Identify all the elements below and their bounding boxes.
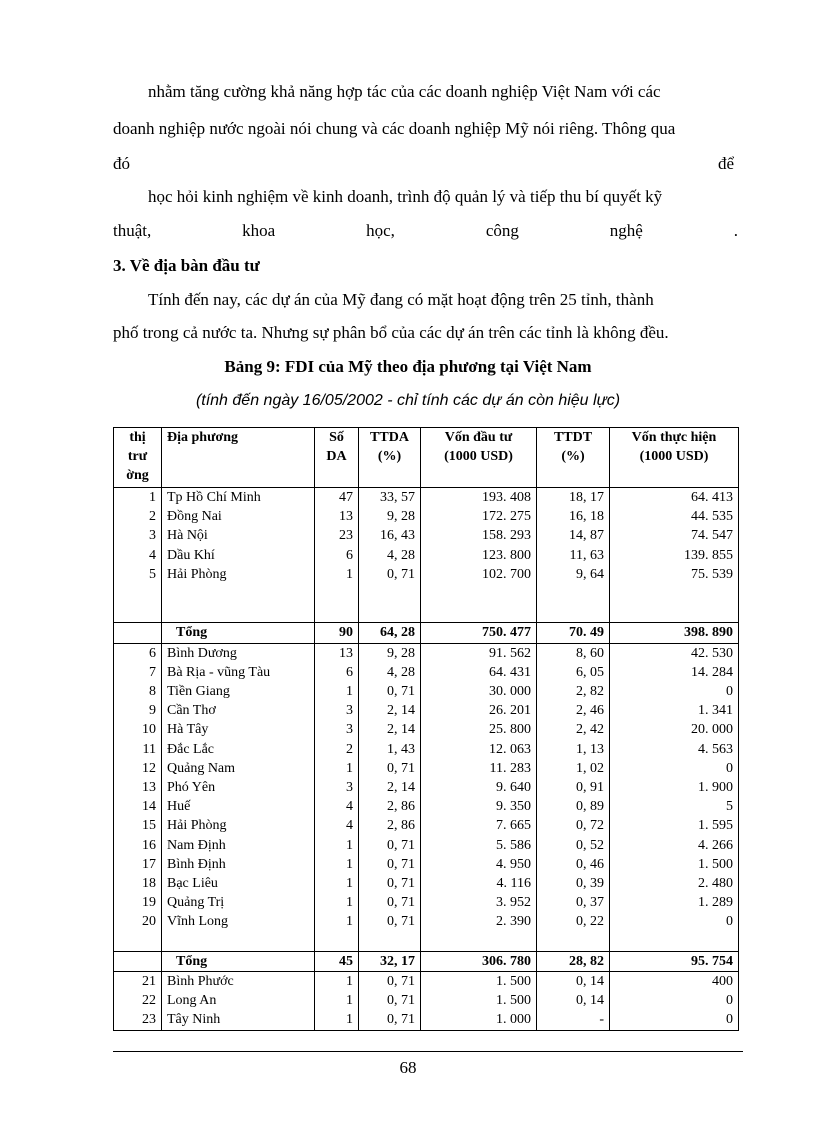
table-row (114, 874, 739, 893)
table-cell: 42. 530 (610, 643, 739, 663)
table-cell: 1. 000 (421, 1010, 537, 1030)
table-cell: 13 (114, 778, 162, 797)
table-cell: 2. 390 (421, 912, 537, 931)
table-cell: 9 (114, 701, 162, 720)
table-row (114, 991, 739, 1010)
table-cell: 0 (610, 682, 739, 701)
table-cell (114, 623, 162, 643)
table-cell: 6, 05 (537, 663, 610, 682)
header-rank: thị trư ờng (114, 428, 162, 488)
table-cell: 1. 500 (610, 855, 739, 874)
table-cell: 18, 17 (537, 488, 610, 508)
table-cell: 64. 413 (610, 488, 739, 508)
page-number: 68 (399, 1058, 417, 1077)
table-cell: Huế (162, 797, 315, 816)
table-cell: 32, 17 (359, 951, 421, 971)
table-cell: Cần Thơ (162, 701, 315, 720)
table-cell: 1, 13 (537, 740, 610, 759)
paragraph2-line1: Tính đến nay, các dự án của Mỹ đang có mặt hoạt động trên 25 tỉnh, thành (148, 290, 654, 309)
table-cell: 2, 14 (359, 778, 421, 797)
table-cell: 0, 71 (359, 836, 421, 855)
table-cell: Quảng Trị (162, 893, 315, 912)
paragraph1-line3-start: đó (113, 154, 130, 173)
table-cell: 750. 477 (421, 623, 537, 643)
paragraph1-line4: học hỏi kinh nghiệm về kinh doanh, trình độ quản lý và tiếp thu bí quyết kỹ (148, 187, 663, 206)
table-cell: 64. 431 (421, 663, 537, 682)
footer-rule (113, 1051, 743, 1052)
table-cell: 139. 855 (610, 546, 739, 565)
table-cell: Dầu Khí (162, 546, 315, 565)
table-cell: 1 (315, 874, 359, 893)
paragraph2-line2: phố trong cả nước ta. Nhưng sự phân bổ của các dự án trên các tỉnh là không đều. (113, 323, 669, 342)
table-cell: 28, 82 (537, 951, 610, 971)
table-cell: 16 (114, 836, 162, 855)
table-cell: 2. 480 (610, 874, 739, 893)
table-cell: 18 (114, 874, 162, 893)
word: khoa (242, 221, 276, 240)
table-cell: 1. 900 (610, 778, 739, 797)
table-cell: 5 (114, 565, 162, 584)
table-cell: 5. 586 (421, 836, 537, 855)
table-row (114, 912, 739, 931)
table-cell: 4 (315, 816, 359, 835)
table-cell: 102. 700 (421, 565, 537, 584)
table-cell: 33, 57 (359, 488, 421, 508)
table-cell: 0 (610, 991, 739, 1010)
table-cell: 64, 28 (359, 623, 421, 643)
table-cell: Quảng Nam (162, 759, 315, 778)
table-cell: 3 (315, 701, 359, 720)
table-cell: 1 (315, 682, 359, 701)
table-cell: 2 (315, 740, 359, 759)
table-cell: Tp Hồ Chí Minh (162, 488, 315, 508)
table-cell: 0 (610, 759, 739, 778)
table-row (114, 507, 739, 526)
table-cell: 0, 91 (537, 778, 610, 797)
table-cell: 20 (114, 912, 162, 931)
table-cell: 0, 46 (537, 855, 610, 874)
table-spacer-row (114, 603, 739, 623)
table-cell: Tổng (162, 951, 315, 971)
table-cell: 2, 42 (537, 720, 610, 739)
header-ttdt: TTDT (%) (537, 428, 610, 488)
table-cell: 30. 000 (421, 682, 537, 701)
table-cell: 14 (114, 797, 162, 816)
table-cell: 20. 000 (610, 720, 739, 739)
table-cell: 123. 800 (421, 546, 537, 565)
table-row (114, 855, 739, 874)
table-cell: 4. 563 (610, 740, 739, 759)
table-cell: 44. 535 (610, 507, 739, 526)
table-cell: 0, 52 (537, 836, 610, 855)
table-cell: 0, 71 (359, 1010, 421, 1030)
table-cell: 4 (315, 797, 359, 816)
table-row (114, 663, 739, 682)
table-cell: 0, 22 (537, 912, 610, 931)
table-cell: 91. 562 (421, 643, 537, 663)
table-row (114, 893, 739, 912)
table-cell: Đắc Lắc (162, 740, 315, 759)
table-cell: 0 (610, 912, 739, 931)
table-row (114, 526, 739, 545)
table-cell: 23 (114, 1010, 162, 1030)
table-cell: 1 (315, 972, 359, 992)
paragraph1-line2: doanh nghiệp nước ngoài nói chung và các doanh nghiệp Mỹ nói riêng. Thông qua (113, 119, 676, 138)
table-cell: 12 (114, 759, 162, 778)
table-cell: 7 (114, 663, 162, 682)
table-header-row (114, 428, 739, 488)
table-cell: 2, 86 (359, 797, 421, 816)
table-cell: Hải Phòng (162, 565, 315, 584)
table-cell: 4. 116 (421, 874, 537, 893)
table-cell: 45 (315, 951, 359, 971)
table-cell: 11 (114, 740, 162, 759)
table-cell: 0, 37 (537, 893, 610, 912)
header-locality: Địa phương (162, 428, 315, 488)
paragraph1-line1: nhằm tăng cường khả năng hợp tác của các doanh nghiệp Việt Nam với các (148, 82, 661, 101)
table-row (114, 1010, 739, 1030)
table-cell: 95. 754 (610, 951, 739, 971)
table-cell: 0, 14 (537, 991, 610, 1010)
table-row (114, 701, 739, 720)
table-cell: 3. 952 (421, 893, 537, 912)
table-cell: 7. 665 (421, 816, 537, 835)
table-cell: 25. 800 (421, 720, 537, 739)
table-row (114, 972, 739, 992)
table-cell: 4, 28 (359, 663, 421, 682)
table-cell: 16, 43 (359, 526, 421, 545)
table-cell: Hà Tây (162, 720, 315, 739)
table-cell: 2, 14 (359, 701, 421, 720)
table-cell: 13 (315, 507, 359, 526)
paragraph1-line5 (113, 221, 738, 241)
table-cell: 0, 71 (359, 874, 421, 893)
table-cell: 172. 275 (421, 507, 537, 526)
table-cell: 17 (114, 855, 162, 874)
table-cell: 1 (315, 1010, 359, 1030)
header-implemented: Vốn thực hiện (1000 USD) (610, 428, 739, 488)
table-cell: 9. 350 (421, 797, 537, 816)
table-cell (114, 951, 162, 971)
table-cell: Hà Nội (162, 526, 315, 545)
table-cell: 6 (114, 643, 162, 663)
table-cell: 11. 283 (421, 759, 537, 778)
table-cell: 0, 89 (537, 797, 610, 816)
table-cell: 2, 46 (537, 701, 610, 720)
header-ttda: TTDA (%) (359, 428, 421, 488)
word: công (485, 221, 519, 240)
table-cell: 400 (610, 972, 739, 992)
header-capital: Vốn đầu tư (1000 USD) (421, 428, 537, 488)
table-cell: 75. 539 (610, 565, 739, 584)
table-cell: 5 (610, 797, 739, 816)
table-row (114, 720, 739, 739)
table-cell: 306. 780 (421, 951, 537, 971)
table-cell: 8 (114, 682, 162, 701)
table-cell: 74. 547 (610, 526, 739, 545)
table-cell: 9, 28 (359, 643, 421, 663)
table-cell: 4. 950 (421, 855, 537, 874)
table-cell: 4 (114, 546, 162, 565)
table-spacer-row (114, 932, 739, 952)
table-cell: 0, 39 (537, 874, 610, 893)
table-cell: Bạc Liêu (162, 874, 315, 893)
table-cell: - (537, 1010, 610, 1030)
word: thuật, (113, 221, 152, 240)
table-cell: 14, 87 (537, 526, 610, 545)
table-cell: 0, 14 (537, 972, 610, 992)
table-cell: 9. 640 (421, 778, 537, 797)
table-cell: 21 (114, 972, 162, 992)
table-body (114, 488, 739, 1031)
table-cell: 158. 293 (421, 526, 537, 545)
paragraph1-line3-end: để (718, 154, 735, 173)
table-cell: 1. 289 (610, 893, 739, 912)
table-cell: 19 (114, 893, 162, 912)
table-cell: 1 (315, 759, 359, 778)
table-cell: 0, 72 (537, 816, 610, 835)
table-cell: 26. 201 (421, 701, 537, 720)
table-cell: 0, 71 (359, 972, 421, 992)
table-cell: 1 (114, 488, 162, 508)
table-cell: 6 (315, 663, 359, 682)
table-row (114, 643, 739, 663)
table-total-row (114, 623, 739, 643)
table-cell: Bình Phước (162, 972, 315, 992)
table-cell: 0, 71 (359, 893, 421, 912)
table-cell: 4. 266 (610, 836, 739, 855)
table-cell: 13 (315, 643, 359, 663)
table-cell: 70. 49 (537, 623, 610, 643)
table-cell: 0 (610, 1010, 739, 1030)
table-cell: 1, 02 (537, 759, 610, 778)
table-cell: 1. 595 (610, 816, 739, 835)
table-title: Bảng 9: FDI của Mỹ theo địa phương tại Việt Nam (224, 357, 592, 376)
table-cell: 193. 408 (421, 488, 537, 508)
table-cell: Hải Phòng (162, 816, 315, 835)
table-cell: 1 (315, 893, 359, 912)
table-cell: 1, 43 (359, 740, 421, 759)
table-cell: 12. 063 (421, 740, 537, 759)
table-total-row (114, 951, 739, 971)
table-row (114, 565, 739, 584)
table-cell: 0, 71 (359, 912, 421, 931)
table-cell: Đồng Nai (162, 507, 315, 526)
table-cell: 0, 71 (359, 855, 421, 874)
table-cell: 1. 500 (421, 991, 537, 1010)
table-cell: Bình Định (162, 855, 315, 874)
table-cell: 3 (315, 720, 359, 739)
table-cell: 8, 60 (537, 643, 610, 663)
table-cell: 3 (315, 778, 359, 797)
table-row (114, 816, 739, 835)
table-cell: Bình Dương (162, 643, 315, 663)
table-cell: 0, 71 (359, 991, 421, 1010)
fdi-table (113, 427, 739, 1031)
table-cell: 398. 890 (610, 623, 739, 643)
table-cell: 90 (315, 623, 359, 643)
word: . (733, 221, 738, 240)
table-cell: Tổng (162, 623, 315, 643)
table-row (114, 759, 739, 778)
header-projects: Số DA (315, 428, 359, 488)
table-cell: 2 (114, 507, 162, 526)
table-cell: 4, 28 (359, 546, 421, 565)
table-cell: 6 (315, 546, 359, 565)
table-cell: 2, 82 (537, 682, 610, 701)
section-heading: 3. Về địa bàn đầu tư (113, 256, 260, 275)
table-spacer-row (114, 584, 739, 603)
table-cell: 2, 86 (359, 816, 421, 835)
table-cell: 1. 341 (610, 701, 739, 720)
word: nghệ (609, 221, 643, 240)
table-cell: Long An (162, 991, 315, 1010)
table-row (114, 836, 739, 855)
table-cell: Tây Ninh (162, 1010, 315, 1030)
table-row (114, 682, 739, 701)
word: học, (366, 221, 395, 240)
table-cell: 1 (315, 855, 359, 874)
table-cell: 2, 14 (359, 720, 421, 739)
table-cell: 23 (315, 526, 359, 545)
table-cell: 14. 284 (610, 663, 739, 682)
table-cell: Nam Định (162, 836, 315, 855)
table-cell: 22 (114, 991, 162, 1010)
table-row (114, 488, 739, 508)
table-cell: 1 (315, 912, 359, 931)
table-cell: 0, 71 (359, 682, 421, 701)
table-row (114, 778, 739, 797)
table-row (114, 740, 739, 759)
table-cell: Tiền Giang (162, 682, 315, 701)
table-cell: 10 (114, 720, 162, 739)
table-cell: 1 (315, 836, 359, 855)
table-cell: Phó Yên (162, 778, 315, 797)
table-cell: 0, 71 (359, 759, 421, 778)
table-cell: 9, 64 (537, 565, 610, 584)
table-cell: 47 (315, 488, 359, 508)
table-row (114, 546, 739, 565)
table-cell: 3 (114, 526, 162, 545)
table-cell: 15 (114, 816, 162, 835)
table-cell: 1 (315, 565, 359, 584)
table-cell: 0, 71 (359, 565, 421, 584)
table-cell: 1 (315, 991, 359, 1010)
table-cell: 16, 18 (537, 507, 610, 526)
table-cell: Bà Rịa - vũng Tàu (162, 663, 315, 682)
table-cell: 11, 63 (537, 546, 610, 565)
table-row (114, 797, 739, 816)
table-cell: 1. 500 (421, 972, 537, 992)
table-cell: Vĩnh Long (162, 912, 315, 931)
table-subtitle: (tính đến ngày 16/05/2002 - chỉ tính các dự án còn hiệu lực) (195, 392, 621, 409)
table-cell: 9, 28 (359, 507, 421, 526)
